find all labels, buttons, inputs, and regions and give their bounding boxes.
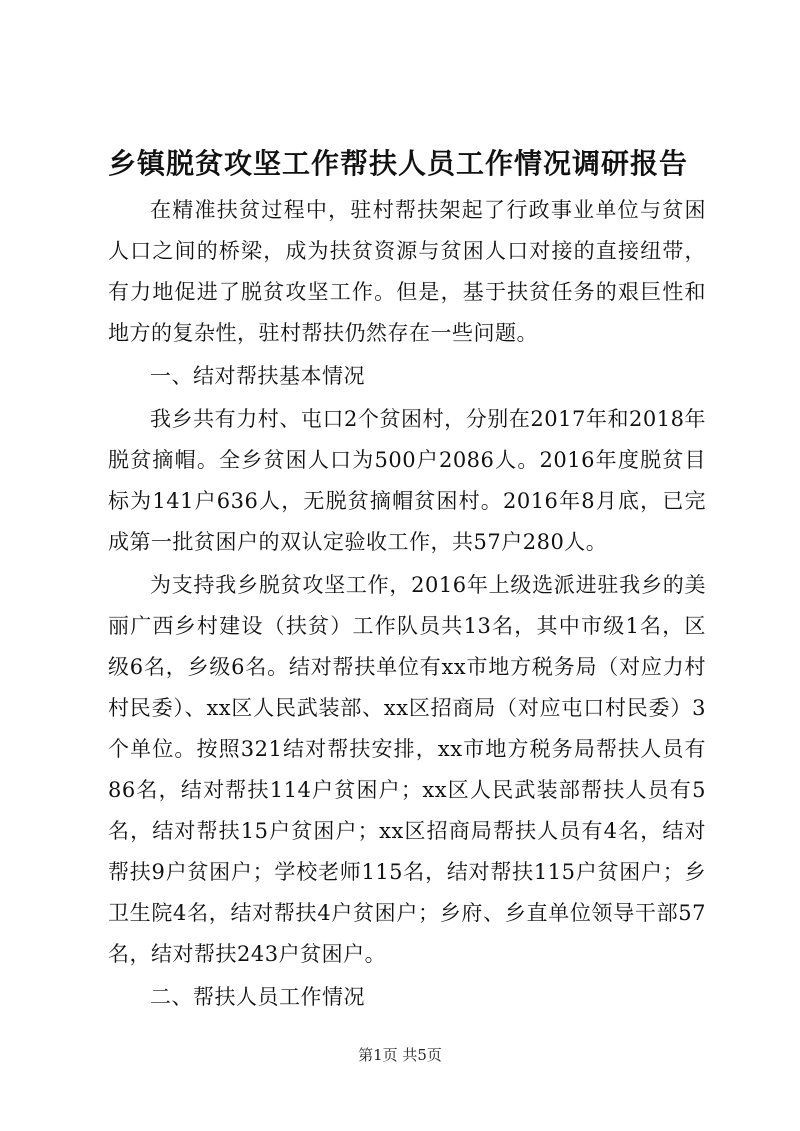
paragraph-basic-situation: 我乡共有力村、屯口2个贫困村，分别在2017年和2018年脱贫摘帽。全乡贫困人口为500户2086人。2016年度脱贫目标为141户636人，无脱贫摘帽贫困村。2016年8月底，已完成第一批贫困户的双认定验收工作，共57户280人。 <box>108 407 706 554</box>
page-footer: 第1页 共5页 <box>358 1046 442 1064</box>
paragraph-intro: 在精准扶贫过程中，驻村帮扶架起了行政事业单位与贫困人口之间的桥梁，成为扶贫资源与贫困人口对接的直接纽带，有力地促进了脱贫攻坚工作。但是，基于扶贫任务的艰巨性和地方的复杂性，驻村帮扶仍然存在一些问题。 <box>108 198 706 345</box>
document-body <box>108 190 706 1020</box>
section-heading-2: 二、帮扶人员工作情况 <box>150 985 365 1009</box>
document-title: 乡镇脱贫攻坚工作帮扶人员工作情况调研报告 <box>108 147 689 180</box>
paragraph-support-teams: 为支持我乡脱贫攻坚工作，2016年上级选派进驻我乡的美丽广西乡村建设（扶贫）工作队员共13名，其中市级1名，区级6名，乡级6名。结对帮扶单位有xx市地方税务局（对应力村村民委）、xx区人民武装部、xx区招商局（对应屯口村民委）3个单位。按照321结对帮扶安排，xx市地方税务局帮扶人员有86名，结对帮扶114户贫困户；xx区人民武装部帮扶人员有5名，结对帮扶15户贫困户；xx区招商局帮扶人员有4名，结对帮扶9户贫困户；学校老师115名，结对帮扶115户贫困户；乡卫生院4名，结对帮扶4户贫困户；乡府、乡直单位领导干部57名，结对帮扶243户贫困户。 <box>108 573 706 966</box>
section-heading-1: 一、结对帮扶基本情况 <box>150 364 365 388</box>
